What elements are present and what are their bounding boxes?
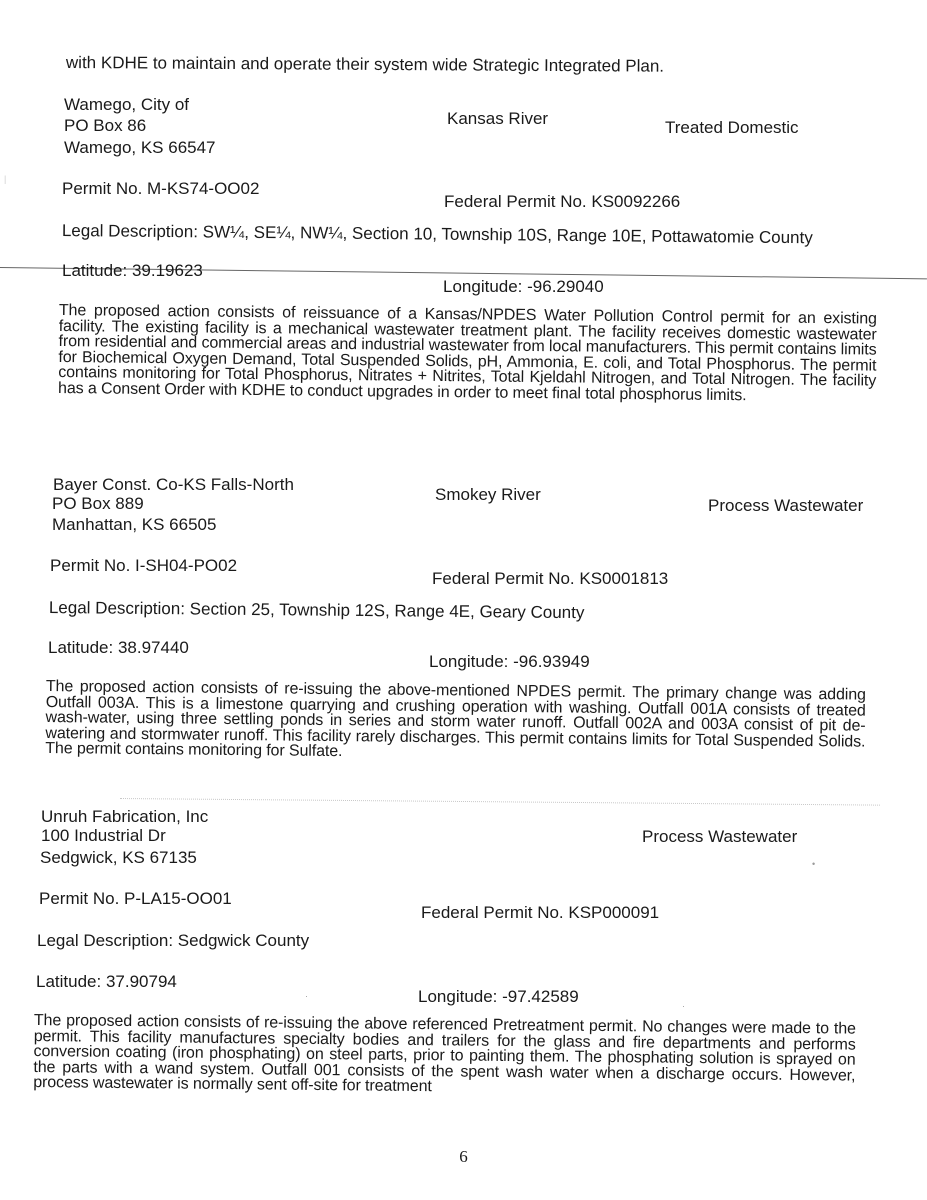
scan-speck: • — [812, 859, 816, 869]
facility-name: Bayer Const. Co-KS Falls-North — [53, 475, 294, 494]
latitude: Latitude: 39.19623 — [62, 261, 203, 280]
facility-name: Unruh Fabrication, Inc — [41, 807, 209, 826]
scan-artifact-line — [120, 798, 880, 807]
permit-number: Permit No. P-LA15-OO01 — [39, 889, 232, 908]
legal-description: Legal Description: Section 25, Township 12S, Range 4E, Geary County — [48, 598, 585, 623]
longitude: Longitude: -96.93949 — [429, 652, 590, 671]
facility-address-line2: Wamego, KS 66547 — [64, 138, 216, 157]
facility-address-line2: Manhattan, KS 66505 — [52, 515, 217, 534]
longitude: Longitude: -97.42589 — [418, 987, 579, 1006]
wastewater-type: Process Wastewater — [708, 496, 864, 515]
facility-address-line1: PO Box 889 — [52, 494, 144, 513]
federal-permit-number: Federal Permit No. KS0092266 — [444, 192, 681, 211]
continuation-line: with KDHE to maintain and operate their system wide Strategic Integrated Plan. — [65, 53, 665, 76]
receiving-water: Kansas River — [447, 109, 549, 128]
latitude: Latitude: 37.90794 — [36, 972, 177, 991]
action-description: The proposed action consists of reissuance of a Kansas/NPDES Water Pollution Control permit for an existing facility. The existing facility is a mechanical wastewater treatment plant. The facility receives domestic wastewater from residential and commercial areas and industrial wastewater from local manufacturers. This permit contains limits for Biochemical Oxygen Demand, Total Suspended Solids, pH, Ammonia, E. coli, and Total Phosphorus. The permit contains monitoring for Total Phosphorus, Nitrates + Nitrites, Total Kjeldahl Nitrogen, and Total Nitrogen. The facility has a Consent Order with KDHE to conduct upgrades in order to meet final total phosphorus limits. — [58, 302, 877, 404]
facility-address-line1: 100 Industrial Dr — [41, 826, 166, 845]
legal-description: Legal Description: Sedgwick County — [37, 931, 310, 950]
legal-description: Legal Description: SW¼, SE¼, NW¼, Section 10, Township 10S, Range 10E, Pottawatomie County — [61, 221, 813, 248]
federal-permit-number: Federal Permit No. KSP000091 — [421, 903, 660, 922]
latitude: Latitude: 38.97440 — [48, 638, 189, 657]
facility-address-line1: PO Box 86 — [64, 116, 147, 135]
wastewater-type: Treated Domestic — [665, 118, 799, 137]
receiving-water: Smokey River — [435, 485, 541, 504]
facility-name: Wamego, City of — [64, 95, 190, 114]
scan-speck: · — [305, 991, 308, 1001]
permit-number: Permit No. M-KS74-OO02 — [62, 179, 260, 198]
action-description: The proposed action consists of re-issuing the above-mentioned NPDES permit. The primary change was adding Outfall 003A. This is a limestone quarrying and crushing operation with washing. Outfall 001A consists of treated wash-water, using three settling ponds in series and storm water runoff. Outfall 002A and 003A consist of pit de-watering and stormwater runoff. This facility rarely discharges. This permit contains limits for Total Suspended Solids. The permit contains monitoring for Sulfate. — [45, 678, 866, 761]
longitude: Longitude: -96.29040 — [443, 277, 604, 296]
wastewater-type: Process Wastewater — [642, 827, 798, 846]
federal-permit-number: Federal Permit No. KS0001813 — [432, 569, 669, 588]
action-description: The proposed action consists of re-issuing the above referenced Pretreatment permit. No changes were made to the permit. This facility manufactures specialty bodies and trailers for the glass and fire departments and performs conversion coating (iron phosphating) on steel parts, prior to painting them. The phosphating solution is sprayed on the parts with a wand system. Outfall 001 consists of the spent wash water when a discharge occurs. However, process wastewater is normally sent off-site for treatment — [33, 1012, 856, 1096]
permit-number: Permit No. I-SH04-PO02 — [50, 556, 238, 575]
scan-speck: | — [4, 174, 7, 184]
page-number: 6 — [459, 1147, 468, 1166]
scan-speck: · — [682, 1001, 685, 1011]
facility-address-line2: Sedgwick, KS 67135 — [40, 848, 197, 867]
